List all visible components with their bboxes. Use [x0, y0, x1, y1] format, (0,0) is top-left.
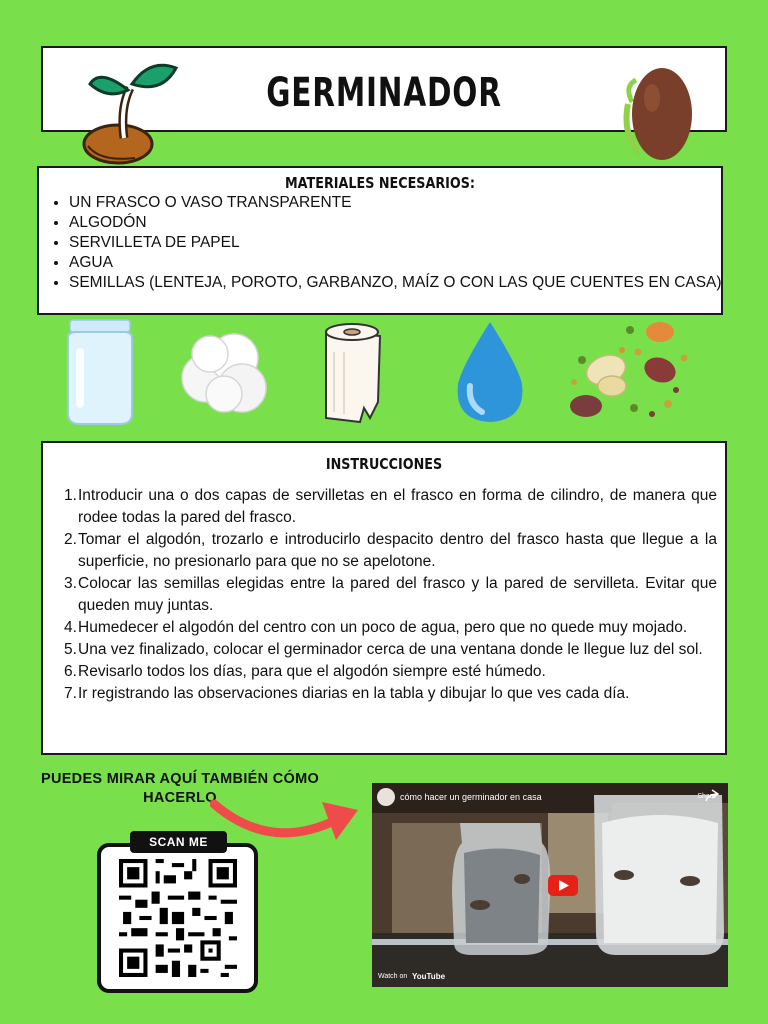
step-number: 3. [64, 575, 77, 592]
water-drop-icon [452, 320, 528, 424]
step-text: Revisarlo todos los días, para que el algodón siempre esté húmedo. [78, 663, 546, 680]
watch-on-label: Watch on [378, 973, 408, 980]
step-number: 6. [64, 663, 77, 680]
step-number: 4. [64, 619, 77, 636]
youtube-logo[interactable]: YouTube [412, 972, 446, 981]
step-text: Ir registrando las observaciones diarias en la tabla y dibujar lo que ves cada día. [78, 685, 630, 702]
instruction-step [64, 573, 717, 617]
jar-icon [62, 318, 138, 428]
step-number: 5. [64, 641, 77, 658]
qr-code[interactable] [119, 859, 237, 977]
materials-list [49, 193, 729, 293]
instructions-heading: INSTRUCCIONES [325, 455, 443, 473]
material-item: • UN FRASCO O VASO TRANSPARENTE [69, 193, 729, 213]
step-text: Introducir una o dos capas de servilletas en el frasco en forma de cilindro, de manera que rodee todas la pared del frasco. [78, 487, 717, 526]
qr-code-frame[interactable] [97, 843, 258, 993]
instruction-step [64, 639, 717, 661]
material-item: • AGUA [69, 253, 729, 273]
step-number: 1. [64, 487, 77, 504]
instruction-step [64, 661, 717, 683]
instruction-step [64, 529, 717, 573]
instructions-section [41, 441, 727, 755]
video-embed[interactable] [372, 783, 728, 987]
instructions-list [64, 485, 717, 705]
step-text: Humedecer el algodón del centro con un poco de agua, pero que no quede muy mojado. [78, 619, 688, 636]
step-number: 7. [64, 685, 77, 702]
instruction-step [64, 617, 717, 639]
video-thumbnail [372, 783, 728, 987]
step-text: Colocar las semillas elegidas entre la pared del frasco y la pared de servilleta. Evitar que queden muy juntas. [78, 575, 717, 614]
bean-icon [618, 64, 698, 164]
materials-section [37, 166, 723, 315]
video-title[interactable]: cómo hacer un germinador en casa [400, 792, 542, 802]
scan-me-label: SCAN ME [130, 831, 227, 853]
material-item: • ALGODÓN [69, 213, 729, 233]
instruction-step [64, 485, 717, 529]
paper-towel-icon [320, 322, 386, 428]
page-title: GERMINADOR [266, 70, 502, 116]
material-item: • SERVILLETA DE PAPEL [69, 233, 729, 253]
step-number: 2. [64, 531, 77, 548]
instruction-step [64, 683, 717, 705]
share-button[interactable]: Share [697, 793, 716, 800]
step-text: Una vez finalizado, colocar el germinador cerca de una ventana donde le llegue luz del sol. [78, 641, 703, 658]
material-item: • SEMILLAS (LENTEJA, POROTO, GARBANZO, MAÍZ O CON LAS QUE CUENTES EN CASA) [69, 273, 729, 293]
sprout-icon [80, 58, 180, 168]
video-callout-text: PUEDES MIRAR AQUÍ TAMBIÉN CÓMO HACERLO [40, 771, 320, 806]
seeds-icon [568, 320, 694, 424]
cotton-icon [176, 328, 272, 416]
materials-heading: MATERIALES NECESARIOS: [284, 174, 476, 192]
step-text: Tomar el algodón, trozarlo e introducirlo despacito dentro del frasco hasta que llegue a la superficie, no presionarlo para que no se apelotone. [78, 531, 717, 570]
